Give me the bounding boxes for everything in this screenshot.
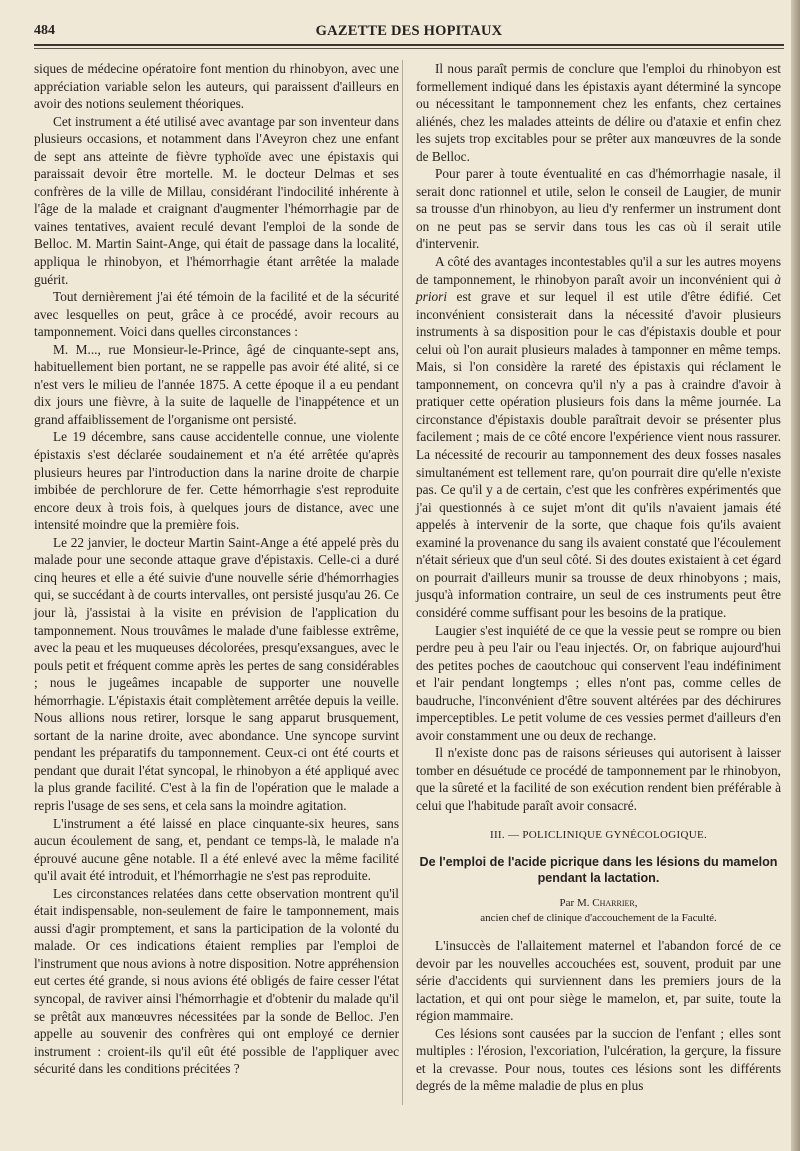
author-name: Charrier, [592,897,638,910]
column-divider [402,60,403,1105]
byline [416,896,781,911]
text-run: est grave et sur lequel il est utile d'être édifié. Cet inconvénient consisterait dans la nécessité d'avoir plusieurs instruments à sa disposition pour le cas d'épistaxis double et pour celui où l'on aurait plusieurs malades à tamponner en même temps. Mais, si l'on considère la rareté des épistaxis qui réclament le tamponnement, on concevra qu'il n'y a pas à craindre d'avoir à pratiquer cette opération plusieurs fois dans la même journée. La circonstance d'épistaxis double paraîtrait devoir se présenter plus facilement ; mais de ce côté encore l'expérience vient nous rassurer. La nécessité de recourir au tamponnement des deux fosses nasales simultanément est tellement rare, qu'on pourrait dire qu'elle n'existe pas. Ce qu'il y a de certain, c'est que les confrères expérimentés que j'ai questionnés à ce sujet m'ont dit qu'ils n'avaient jamais été appelés à intervenir de la sorte, que chaque fois qu'ils avaient examiné la provenance du sang ils avaient constaté que l'écoulement n'était sérieux que d'un seul côté. Si des doutes existaient à cet égard on pourrait d'ailleurs munir sa trousse de deux rhinobyons ; mais, jusqu'à information contraire, un seul de ces instruments peut être considéré comme suffisant pour les besoins de la pratique. [416,289,781,620]
paragraph: Tout dernièrement j'ai été témoin de la facilité et de la sécurité avec lesquelles on peut, grâce à ce procédé, avoir recours au tamponnement. Voici dans quelles circonstances : [34,289,399,340]
header-rule [34,44,784,46]
left-column [34,60,399,1078]
paragraph: Laugier s'est inquiété de ce que la vessie peut se rompre ou bien perdre peu à peu l'air ou l'eau injectés. Or, on fabrique aujourd'hui des petites poches de caoutchouc qui conservent l'eau indéfiniment et l'air pendant longtemps ; elles n'ont pas, comme celles de baudruche, l'inconvénient d'être souvent altérées par des déchirures imperceptibles. Le petit volume de ces vessies permet d'ailleurs d'en avoir constamment une ou deux de rechange. [416,622,781,743]
paragraph: L'insuccès de l'allaitement maternel et l'abandon forcé de ce devoir par les nouvelles accouchées est, souvent, produit par une série d'accidents qui surviennent dans les premiers jours de la lactation, et qui ont pour siège le mamelon, et, par suite, toute la région mammaire. [416,938,781,1024]
paragraph: siques de médecine opératoire font mention du rhinobyon, avec une appréciation variable selon les auteurs, qui paraissent d'ailleurs en avoir des notions seulement théoriques. [34,61,399,112]
article-title: De l'emploi de l'acide picrique dans les lésions du mamelon pendant la lactation. [419,855,778,886]
paragraph: Cet instrument a été utilisé avec avantage par son inventeur dans plusieurs occasions, et notamment dans l'Aveyron chez une enfant de sept ans atteinte de fièvre typhoïde avec une épistaxis qui paraissait devoir être mortelle. M. le docteur Delmas et ses confrères de la ville de Millau, considérant l'indocilité inhérente à l'âge de la malade et craignant d'augmenter l'hémorrhagie par de vaines tentatives, avaient reculé devant l'emploi de la sonde de Belloc. M. Martin Saint-Ange, qui était de passage dans la localité, appliqua le rhinobyon, et l'hémorrhagie étant arrêtée la malade guérit. [34,113,399,287]
page-header [34,20,784,42]
page-number: 484 [34,23,55,38]
scan-edge-shadow [791,0,800,1151]
paragraph: Il n'existe donc pas de raisons sérieuses qui autorisent à laisser tomber en désuétude ce procédé de tamponnement par le rhinobyon, que la sûreté et la facilité de son exécution rendent bien préférable à celui que l'habitude paraît avoir consacré. [416,745,781,813]
section-heading: III. — POLICLINIQUE GYNÉCOLOGIQUE. [489,828,708,841]
running-title: GAZETTE DES HOPITAUX [315,23,503,39]
paragraph: Le 19 décembre, sans cause accidentelle connue, une violente épistaxis s'est déclarée soudainement et n'a été arrêtée qu'après plusieurs heures par l'introduction dans la narine droite de charpie imbibée de perchlorure de fer. Cette hémorrhagie s'est reproduite encore deux à trois fois, à quelques jours de distance, avec une intensité moindre que la première fois. [34,429,399,533]
paragraph: Le 22 janvier, le docteur Martin Saint-Ange a été appelé près du malade pour une seconde attaque grave d'épistaxis. Celle-ci a duré cinq heures et elle a été suivie d'une nouvelle série d'hémorrhagies qui, se succédant à de courts intervalles, ont persisté jusqu'au 26. Ce jour là, j'assistai à la visite en prévision de l'application du tamponnement. Nous trouvâmes le malade d'une faiblesse extrême, avec la peau et les muqueuses décolorées, presqu'exsangues, avec le pouls petit et fréquent comme après les pertes de sang considérables ; nous le jugeâmes incapable de supporter une nouvelle hémorrhagie. L'épistaxis était complètement arrêtée depuis la veille. Nous allions nous retirer, lorsque le sang apparut brusquement, sortant de la narine droite, avec abondance. Une syncope survint pendant les préparatifs du tamponnement. Ceux-ci ont été courts et pendant que durait l'état syncopal, le rhinobyon a été appliqué avec la plus grande facilité. C'est à la fin de l'opération que le malade a repris l'usage de ses sens, et cela sans la moindre agitation. [34,534,399,813]
paragraph [416,253,781,621]
italic-phrase: à priori [416,271,781,305]
paragraph: L'instrument a été laissé en place cinquante-six heures, sans aucun écoulement de sang, et, pendant ce temps-là, le malade n'a éprouvé aucune gêne notable. Il a été enlevé avec la même facilité qu'il avait été introduit, et l'hémorrhagie ne s'est pas reproduite. [34,815,399,884]
paragraph: M. M..., rue Monsieur-le-Prince, âgé de cinquante-sept ans, habituellement bien portant, ne se rappelle pas avoir été alité, si ce n'est vers le milieu de l'année 1875. A cette époque il a eu pendant dix jours une fièvre, à la suite de laquelle de l'inappétence et un grand affaiblissement de l'organisme ont persisté. [34,341,399,427]
author-affiliation: ancien chef de clinique d'accouchement de la Faculté. [480,912,717,925]
header-rule-thin [34,48,784,49]
byline-prefix: Par M. [559,897,593,910]
right-column [416,60,781,1095]
paragraph: Il nous paraît permis de conclure que l'emploi du rhinobyon est formellement indiqué dans les épistaxis ayant déterminé la syncope ou nécessitant le tamponnement chez les enfants, chez certaines aliénés, chez les malades atteints de délire ou d'ataxie et enfin chez les sujets trop excitables pour se prêter aux manœuvres de la sonde de Belloc. [416,61,781,164]
text-run: A côté des avantages incontestables qu'il a sur les autres moyens de tamponnement, le rhinobyon paraît avoir un inconvénient qui [416,254,781,287]
paragraph: Les circonstances relatées dans cette observation montrent qu'il était indispensable, non-seulement de faire le tamponnement, mais aussi d'agir promptement, et sans la participation de la volonté du malade. Or ces indications étaient remplies par l'emploi de l'instrument que nous avions à notre disposition. Notre appréhension eut certes été grande, si nous avions été obligés de faire cesser l'état syncopal, de raviver ainsi l'hémorrhagie et d'obtenir du malade qu'il se prêtât aux manœuvres nécessitées par la sonde de Belloc. J'en appelle au souvenir des confrères qui ont employé ce dernier instrument : croient-ils qu'il eût été possible de l'appliquer avec sécurité dans les conditions précitées ? [34,885,399,1077]
paragraph: Ces lésions sont causées par la succion de l'enfant ; elles sont multiples : l'érosion, l'excoriation, l'ulcération, la gerçure, la fissure et la crevasse. Pour nous, toutes ces lésions sont les différents degrés de la même maladie de plus en plus [416,1025,781,1094]
paragraph: Pour parer à toute éventualité en cas d'hémorrhagie nasale, il serait donc rationnel et utile, selon le conseil de Laugier, de munir sa trousse d'un rhinobyon, au lieu d'y renfermer un instrument dont on ne peut pas se servir dans tous les cas où il serait utile d'intervenir. [416,166,781,252]
